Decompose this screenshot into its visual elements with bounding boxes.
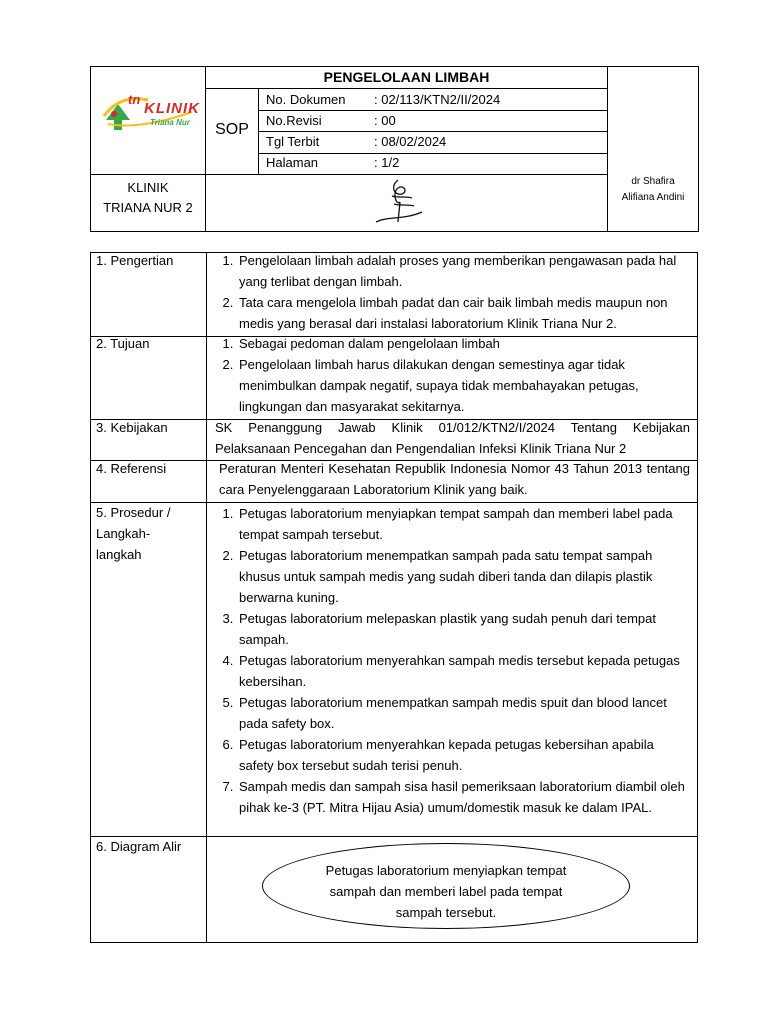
meta-value-revisi: : 00 <box>374 113 396 128</box>
list-item: 1. Petugas laboratorium menyiapkan tempat sampah dan memberi label pada tempat sampah tersebut. <box>237 503 685 545</box>
meta-value-terbit: : 08/02/2024 <box>374 134 447 149</box>
logo-sub: Triana Nur <box>150 118 190 127</box>
section-label-prosedur-1: 5. Prosedur / <box>96 505 171 520</box>
meta-label-terbit: Tgl Terbit <box>266 134 320 149</box>
logo-mark: tn <box>128 92 141 107</box>
signature-icon <box>368 176 428 228</box>
section-label-prosedur-2: Langkah- <box>96 526 151 541</box>
signer-name-line1: dr Shafira <box>631 176 675 187</box>
meta-label-halaman: Halaman <box>266 155 319 170</box>
meta-label-revisi: No.Revisi <box>266 113 322 128</box>
section-label-kebijakan: 3. Kebijakan <box>96 420 168 435</box>
list-item: 5. Petugas laboratorium menempatkan sampah medis spuit dan blood lancet pada safety box. <box>237 692 685 734</box>
section-label-prosedur-3: langkah <box>96 547 142 562</box>
clinic-name-line2: TRIANA NUR 2 <box>103 200 193 215</box>
page-title: PENGELOLAAN LIMBAH <box>323 69 490 85</box>
section-label-diagram: 6. Diagram Alir <box>96 839 182 854</box>
clinic-logo <box>100 90 198 134</box>
list-item: 6. Petugas laboratorium menyerahkan kepada petugas kebersihan apabila safety box tersebut sudah terisi penuh. <box>237 734 685 776</box>
section-content-prosedur <box>207 503 685 818</box>
section-content-tujuan <box>207 333 691 417</box>
logo-name: KLINIK <box>144 100 200 117</box>
clinic-name-line1: KLINIK <box>127 180 169 195</box>
list-item: 1. Pengelolaan limbah adalah proses yang memberikan pengawasan pada hal yang terlibat dengan limbah. <box>237 250 691 292</box>
list-item: 2. Petugas laboratorium menempatkan sampah pada satu tempat sampah khusus untuk sampah medis yang sudah diberi tanda dan dilapis plastik berwarna kuning. <box>237 545 685 608</box>
section-label-referensi: 4. Referensi <box>96 461 167 476</box>
section-content-referensi: Peraturan Menteri Kesehatan Republik Indonesia Nomor 43 Tahun 2013 tentang cara Penyelenggaraan Laboratorium Klinik yang baik. <box>219 461 690 497</box>
signer-name-line2: Alifiana Andini <box>621 192 685 203</box>
list-item: 3. Petugas laboratorium melepaskan plastik yang sudah penuh dari tempat sampah. <box>237 608 685 650</box>
doc-type: SOP <box>215 121 249 138</box>
list-item: 7. Sampah medis dan sampah sisa hasil pemeriksaan laboratorium diambil oleh pihak ke-3 (PT. Mitra Hijau Asia) umum/domestik masuk ke dalam IPAL. <box>237 776 685 818</box>
section-content-kebijakan: SK Penanggung Jawab Klinik 01/012/KTN2/I/2024 Tentang Kebijakan Pelaksanaan Pencegahan dan Pengendalian Infeksi Klinik Triana Nur 2 <box>215 420 690 456</box>
section-label-tujuan: 2. Tujuan <box>96 336 150 351</box>
list-item: 1. Sebagai pedoman dalam pengelolaan limbah <box>237 333 691 354</box>
section-content-pengertian <box>207 250 691 334</box>
meta-label-dokumen: No. Dokumen <box>266 92 346 107</box>
list-item: 4. Petugas laboratorium menyerahkan sampah medis tersebut kepada petugas kebersihan. <box>237 650 685 692</box>
flow-step-start-text: Petugas laboratorium menyiapkan tempat sampah dan memberi label pada tempat sampah tersebut. <box>325 863 567 920</box>
meta-value-halaman: : 1/2 <box>374 155 400 170</box>
list-item: 2. Pengelolaan limbah harus dilakukan dengan semestinya agar tidak menimbulkan dampak negatif, supaya tidak membahayakan petugas, lingkungan dan masyarakat sekitarnya. <box>237 354 691 417</box>
list-item: 2. Tata cara mengelola limbah padat dan cair baik limbah medis maupun non medis yang berasal dari instalasi laboratorium Klinik Triana Nur 2. <box>237 292 691 334</box>
meta-value-dokumen: : 02/113/KTN2/II/2024 <box>374 92 501 107</box>
section-label-pengertian: 1. Pengertian <box>96 253 174 268</box>
